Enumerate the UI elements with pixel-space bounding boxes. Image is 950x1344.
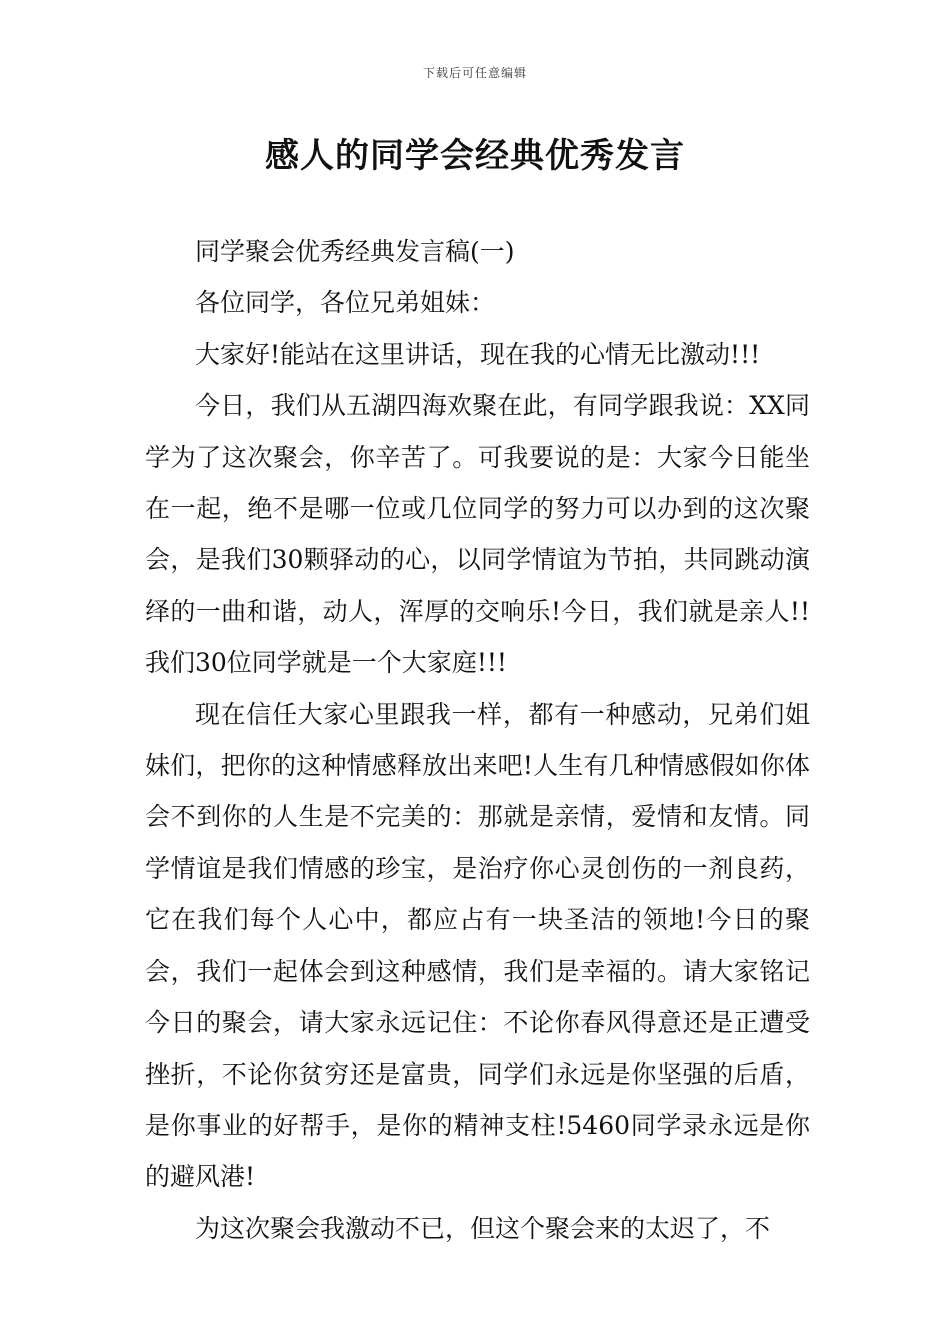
header-note: 下载后可任意编辑 [422,66,527,80]
document-body [145,226,810,1254]
paragraph: 现在信任大家心里跟我一样，都有一种感动，兄弟们姐妹们，把你的这种情感释放出来吧!人生有几种情感假如你体会不到你的人生是不完美的：那就是亲情，爱情和友情。同学情谊是我们情感的珍宝，是治疗你心灵创伤的一剂良药，它在我们每个人心中，都应占有一块圣洁的领地!今日的聚会，我们一起体会到这种感情，我们是幸福的。请大家铭记今日的聚会，请大家永远记住：不论你春风得意还是正遭受挫折，不论你贫穷还是富贵，同学们永远是你坚强的后盾，是你事业的好帮手，是你的精神支柱!5460同学录永远是你的避风港! [145,699,810,1192]
paragraph-salutation: 各位同学，各位兄弟姐妹： [195,288,496,318]
paragraph: 今日，我们从五湖四海欢聚在此，有同学跟我说：XX同学为了这次聚会，你辛苦了。可我要说的是：大家今日能坐在一起，绝不是哪一位或几位同学的努力可以办到的这次聚会，是我们30颗驿动的心，以同学情谊为节拍，共同跳动演绎的一曲和谐，动人，浑厚的交响乐!今日，我们就是亲人!!我们30位同学就是一个大家庭!!! [145,391,810,678]
paragraph-greeting: 大家好!能站在这里讲话，现在我的心情无比激动!!! [195,339,761,369]
document-title: 感人的同学会经典优秀发言 [265,136,685,176]
paragraph-subtitle: 同学聚会优秀经典发言稿(一) [195,237,515,266]
paragraph: 为这次聚会我激动不已，但这个聚会来的太迟了，不 [195,1213,771,1243]
